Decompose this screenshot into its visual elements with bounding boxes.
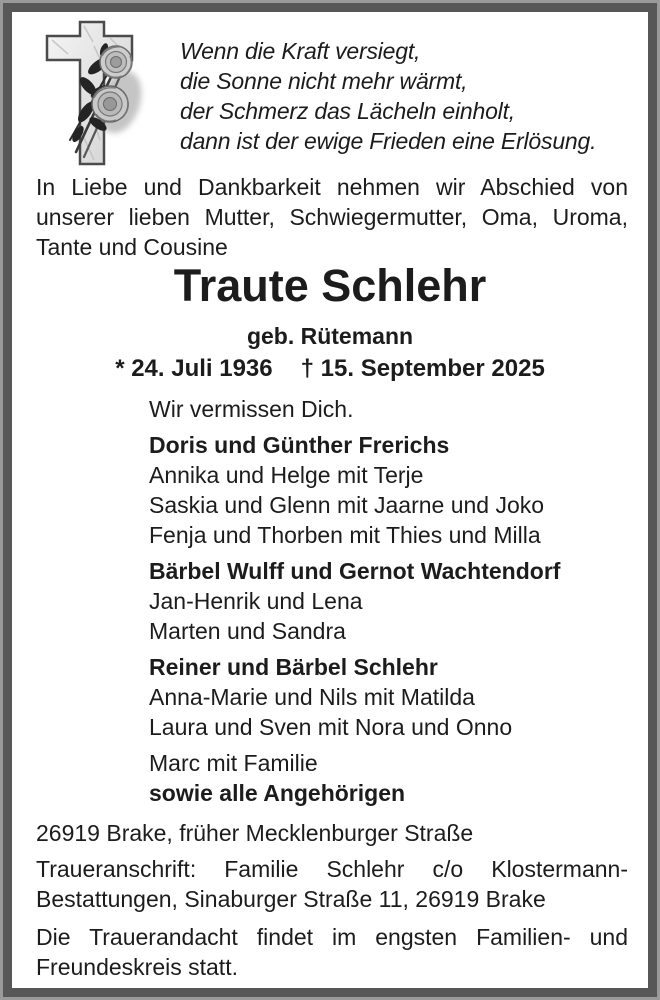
mourner-groups xyxy=(149,430,560,808)
mourner-group xyxy=(149,430,560,550)
mourner-line: Annika und Helge mit Terje xyxy=(149,462,424,488)
mourner-group xyxy=(149,748,560,808)
text-line: Traueranschrift: Familie Schlehr c/o Klostermann- xyxy=(36,856,628,882)
condolence-address xyxy=(36,854,628,914)
mourner-group xyxy=(149,652,560,742)
life-dates xyxy=(12,354,648,384)
intro-text xyxy=(36,172,628,262)
mourner-line: Laura und Sven mit Nora und Onno xyxy=(149,714,513,740)
cross-with-roses-icon xyxy=(42,20,174,172)
text-line: Freundeskreis statt. xyxy=(36,954,238,980)
mourner-line: Marten und Sandra xyxy=(149,618,346,644)
text-line: Tante und Cousine xyxy=(36,234,228,260)
obituary-paper xyxy=(3,3,657,997)
mourner-line: Jan-Henrik und Lena xyxy=(149,588,363,614)
text-line: Die Trauerandacht findet im engsten Familien- und xyxy=(36,924,628,950)
text-line: unserer lieben Mutter, Schwiegermutter, Oma, Uroma, xyxy=(36,204,628,230)
mourner-line: Marc mit Familie xyxy=(149,750,318,776)
birth-date: * 24. Juli 1936 xyxy=(115,355,273,382)
mourner-line: Reiner und Bärbel Schlehr xyxy=(149,654,438,680)
maiden-name: geb. Rütemann xyxy=(246,323,414,349)
memorial-verse xyxy=(180,36,596,156)
mourner-line: Doris und Günther Frerichs xyxy=(149,432,450,458)
text-line: die Sonne nicht mehr wärmt, xyxy=(180,68,468,94)
city-line: 26919 Brake, früher Mecklenburger Straße xyxy=(36,820,474,846)
mourners-list xyxy=(149,394,560,808)
farewell-line: Wir vermissen Dich. xyxy=(149,396,354,422)
mourner-group xyxy=(149,556,560,646)
service-note xyxy=(36,922,628,982)
text-line: Wenn die Kraft versiegt, xyxy=(180,38,421,64)
death-date: † 15. September 2025 xyxy=(300,355,545,382)
mourner-line: Saskia und Glenn mit Jaarne und Joko xyxy=(149,492,545,518)
mourner-line: sowie alle Angehörigen xyxy=(149,780,406,806)
text-line: Bestattungen, Sinaburger Straße 11, 26919 Brake xyxy=(36,886,546,912)
mourner-line: Anna-Marie und Nils mit Matilda xyxy=(149,684,475,710)
mourner-line: Bärbel Wulff und Gernot Wachtendorf xyxy=(149,558,561,584)
text-line: der Schmerz das Lächeln einholt, xyxy=(180,98,515,124)
text-line: In Liebe und Dankbarkeit nehmen wir Abschied von xyxy=(36,174,628,200)
deceased-name: Traute Schlehr xyxy=(173,260,487,311)
text-line: dann ist der ewige Frieden eine Erlösung. xyxy=(180,128,597,154)
mourner-line: Fenja und Thorben mit Thies und Milla xyxy=(149,522,541,548)
